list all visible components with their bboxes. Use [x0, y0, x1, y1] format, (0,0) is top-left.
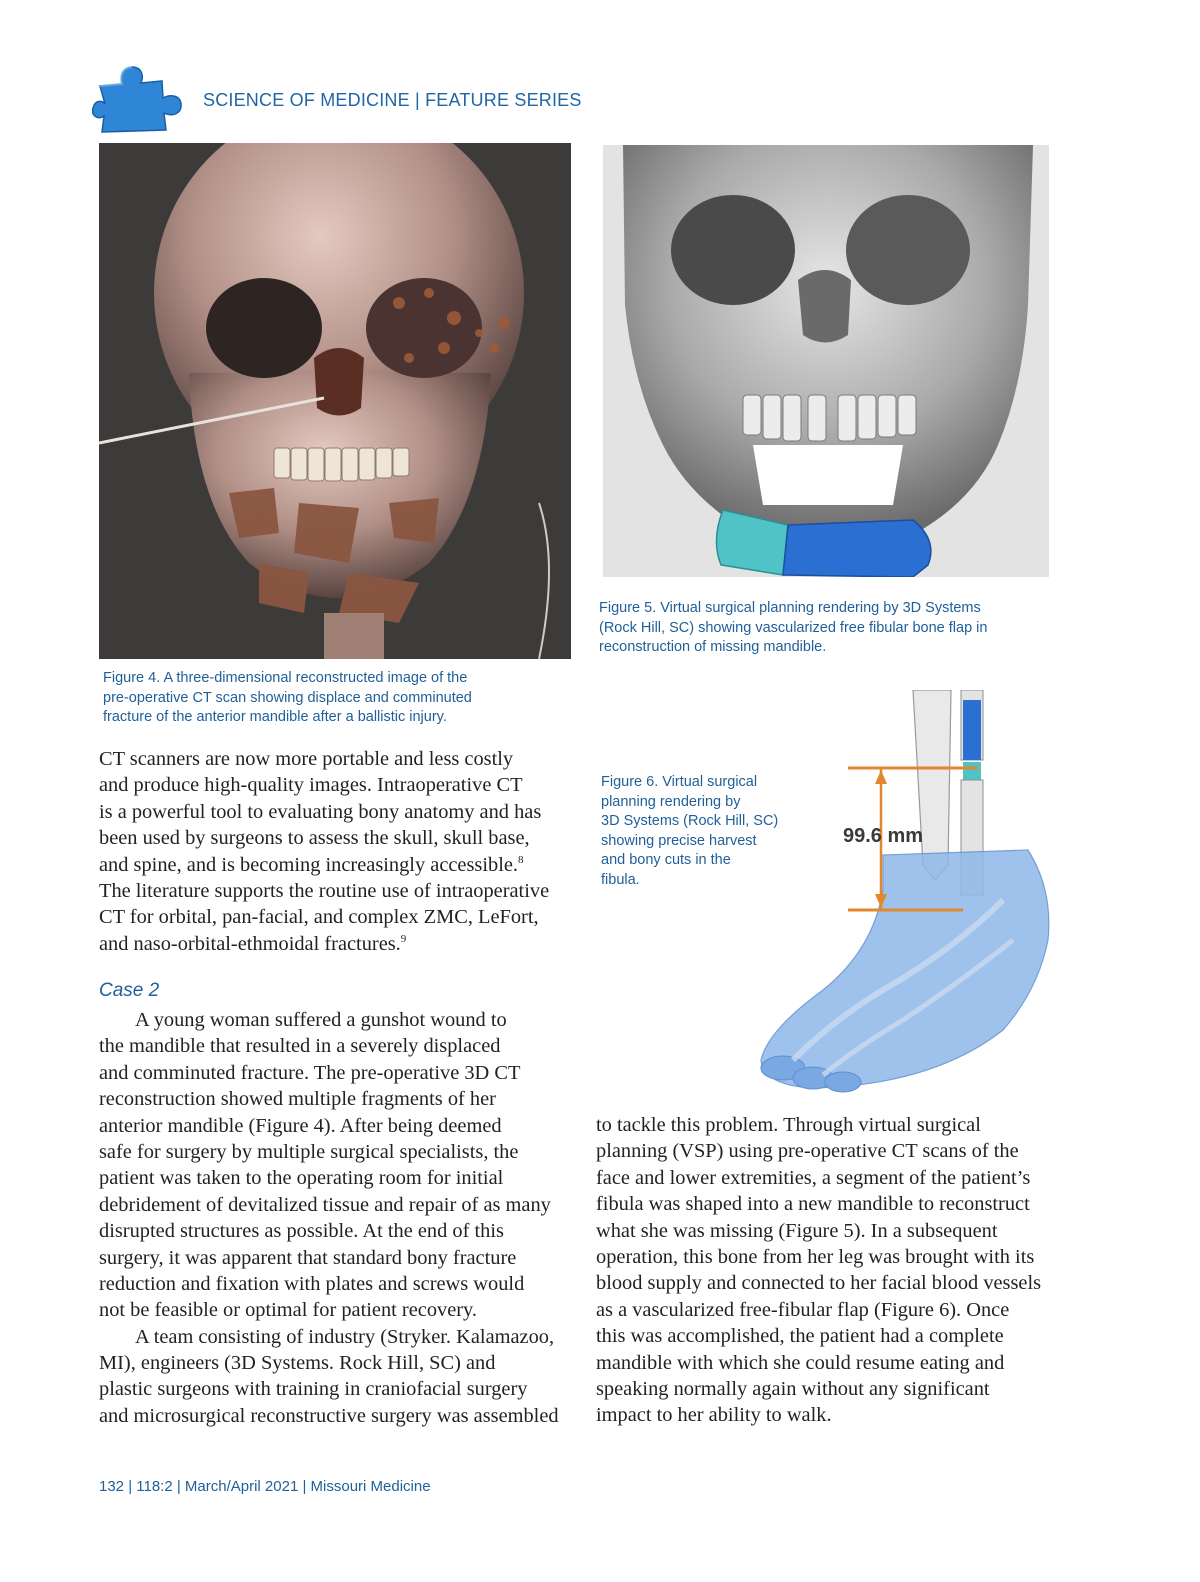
text-line: planning (VSP) using pre-operative CT scans of the [596, 1140, 1019, 1163]
caption-line: 3D Systems (Rock Hill, SC) [601, 813, 779, 829]
text-line: debridement of devitalized tissue and repair of as many [99, 1193, 551, 1216]
reference-9: 9 [400, 932, 407, 945]
caption-line: showing precise harvest [601, 832, 757, 849]
text-line: speaking normally again without any significant [596, 1377, 990, 1400]
text-line: blood supply and connected to her facial blood vessels [596, 1272, 1042, 1295]
text-line: been used by surgeons to assess the skull, skull base, [99, 827, 530, 850]
text-line: and comminuted fracture. The pre-operative 3D CT [99, 1061, 521, 1084]
text-line: and spine, and is becoming increasingly accessible.$^8$ [99, 853, 524, 876]
vsp-skull-illustration [603, 145, 1049, 577]
text-line: plastic surgeons with training in craniofacial surgery [99, 1378, 528, 1401]
text-line: impact to her ability to walk. [596, 1404, 832, 1427]
figure-5-caption [599, 599, 1069, 658]
text-line: fibula was shaped into a new mandible to reconstruct [596, 1193, 1030, 1216]
caption-line: (Rock Hill, SC) showing vascularized free fibular bone flap in [599, 619, 988, 636]
text-line: disrupted structures as possible. At the end of this [99, 1220, 504, 1243]
caption-line: reconstruction of missing mandible. [599, 639, 827, 655]
caption-line: and bony cuts in the [601, 852, 731, 868]
text-line: and produce high-quality images. Intraoperative CT [99, 774, 523, 797]
puzzle-piece-icon [92, 58, 192, 138]
text-line: what she was missing (Figure 5). In a subsequent [596, 1219, 998, 1242]
intro-paragraph [99, 746, 549, 957]
caption-line: fracture of the anterior mandible after a ballistic injury. [103, 709, 447, 725]
text-line: A team consisting of industry (Stryker. Kalamazoo, [135, 1325, 555, 1348]
text-line: as a vascularized free-fibular flap (Figure 6). Once [596, 1298, 1010, 1321]
caption-line: planning rendering by [601, 793, 741, 810]
text-line: The literature supports the routine use of intraoperative [99, 879, 550, 902]
skull-render-illustration [99, 143, 571, 659]
measurement-label: 99.6 mm [843, 825, 924, 847]
caption-line: fibula. [601, 871, 640, 888]
text-line: and naso-orbital-ethmoidal fractures.$^9$ [99, 932, 407, 955]
reference-8: 8 [518, 853, 524, 866]
case-heading: Case 2 [99, 980, 160, 1001]
case-2-text-column-1 [99, 1007, 559, 1429]
text-line: CT for orbital, pan-facial, and complex ZMC, LeFort, [99, 906, 539, 929]
text-line: not be feasible or optimal for patient recovery. [99, 1299, 478, 1322]
figure-4-caption [103, 669, 573, 728]
text-line: CT scanners are now more portable and less costly [99, 748, 514, 770]
figure-4-ct-image [99, 143, 571, 659]
fibula-harvest-illustration [753, 690, 1073, 1098]
text-line: reconstruction showed multiple fragments of her [99, 1088, 496, 1111]
figure-5-vsp-image [603, 145, 1049, 577]
text-line: to tackle this problem. Through virtual surgical [596, 1114, 981, 1136]
text-line: mandible with which she could resume eating and [596, 1351, 1005, 1374]
figure-6-caption [601, 773, 801, 890]
caption-line: Figure 4. A three-dimensional reconstructed image of the [103, 670, 468, 686]
text-line: anterior mandible (Figure 4). After being deemed [99, 1114, 502, 1137]
text-line: operation, this bone from her leg was brought with its [596, 1245, 1035, 1268]
text-line: is a powerful tool to evaluating bony anatomy and has [99, 800, 542, 823]
caption-line: pre-operative CT scan showing displace and comminuted [103, 689, 472, 706]
figure-6-vsp-image [753, 690, 1073, 1098]
text-line: and microsurgical reconstructive surgery was assembled [99, 1404, 559, 1427]
case-2-text-column-2 [596, 1112, 1041, 1429]
text-line: this was accomplished, the patient had a complete [596, 1325, 1004, 1348]
text-line: face and lower extremities, a segment of the patient’s [596, 1166, 1031, 1189]
text-line: the mandible that resulted in a severely displaced [99, 1035, 501, 1058]
text-line: A young woman suffered a gunshot wound to [135, 1009, 507, 1031]
caption-line: Figure 5. Virtual surgical planning rendering by 3D Systems [599, 600, 981, 616]
text-line: surgery, it was apparent that standard bony fracture [99, 1246, 517, 1269]
section-header-title: SCIENCE OF MEDICINE | FEATURE SERIES [203, 90, 582, 110]
text-line: MI), engineers (3D Systems. Rock Hill, SC) and [99, 1352, 496, 1375]
caption-line: Figure 6. Virtual surgical [601, 774, 758, 790]
text-line: safe for surgery by multiple surgical specialists, the [99, 1140, 519, 1163]
text-line: reduction and fixation with plates and screws would [99, 1272, 525, 1295]
page-footer: 132 | 118:2 | March/April 2021 | Missouri Medicine [99, 1478, 431, 1495]
text-line: patient was taken to the operating room for initial [99, 1167, 504, 1190]
